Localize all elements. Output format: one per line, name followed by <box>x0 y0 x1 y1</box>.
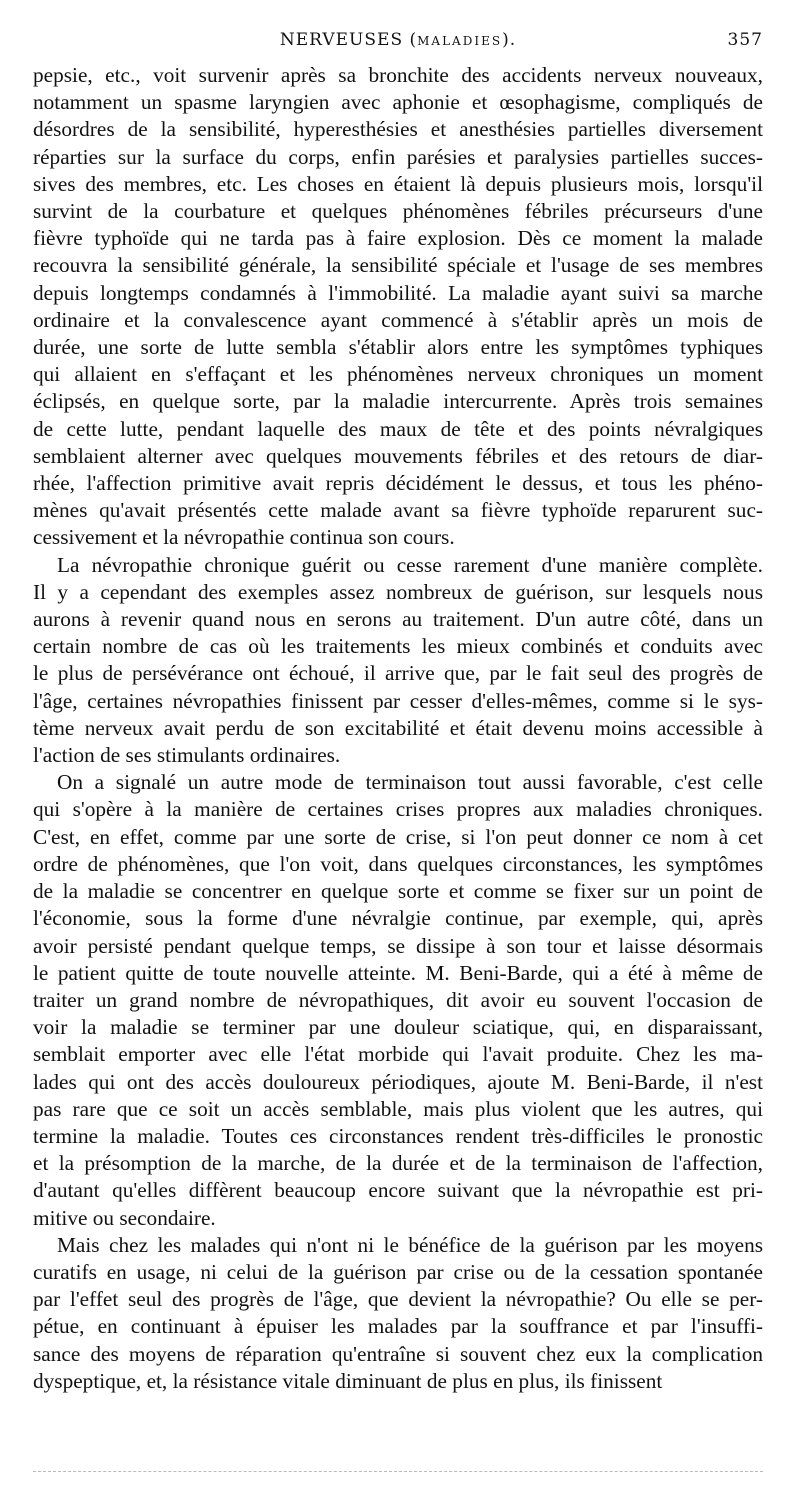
text-line: de la maladie se concentrer en quelque sorte et comme se fixer sur un point de <box>33 879 763 904</box>
text-line: voir la maladie se terminer par une douleur sciatique, qui, en disparaissant, <box>33 1015 763 1040</box>
running-header <box>33 30 763 56</box>
text-line: La névropathie chronique guérit ou cesse rarement d'une manière complète. <box>57 552 763 577</box>
text-line: pepsie, etc., voit survenir après sa bronchite des accidents nerveux nouveaux, <box>33 63 763 87</box>
text-line: ordinaire et la convalescence ayant commencé à s'établir après un mois de <box>33 307 763 332</box>
text-line: l'âge, certaines névropathies finissent par cesser d'elles-mêmes, comme si le sys- <box>33 688 763 713</box>
text-line: certain nombre de cas où les traitements les mieux combinés et conduits avec <box>33 634 763 659</box>
text-line: éclipsés, en quelque sorte, par la maladie intercurrente. Après trois semaines <box>33 389 763 414</box>
paragraph <box>33 62 763 552</box>
text-line: mènes qu'avait présentés cette malade avant sa fièvre typhoïde reparurent suc- <box>33 498 763 523</box>
text-line: tème nerveux avait perdu de son excitabilité et était devenu moins accessible à <box>33 715 763 740</box>
text-line: depuis longtemps condamnés à l'immobilité. La maladie ayant suivi sa marche <box>33 280 763 305</box>
text-line: lades qui ont des accès douloureux périodiques, ajoute M. Beni-Barde, il n'est <box>33 1069 763 1094</box>
text-line: cessivement et la névropathie continua son cours. <box>33 525 455 550</box>
paragraph <box>33 1232 763 1395</box>
text-line: C'est, en effet, comme par une sorte de crise, si l'on peut donner ce nom à cet <box>33 824 763 849</box>
text-line: ordre de phénomènes, que l'on voit, dans quelques circonstances, les symptômes <box>33 851 763 876</box>
text-line: aurons à revenir quand nous en serons au traitement. D'un autre côté, dans un <box>33 607 763 632</box>
text-line: survint de la courbature et quelques phénomènes fébriles précurseurs d'une <box>33 199 763 224</box>
running-title <box>33 30 763 50</box>
text-line: avoir persisté pendant quelque temps, se dissipe à son tour et laisse désormais <box>33 933 763 958</box>
running-title-end: ). <box>502 30 517 50</box>
paragraph <box>33 552 763 770</box>
text-line: notamment un spasme laryngien avec aphonie et œsophagisme, compliqués de <box>33 90 763 115</box>
text-line: dyspeptique, et, la résistance vitale diminuant de plus en plus, ils finissent <box>33 1368 663 1393</box>
text-line: semblait emporter avec elle l'état morbide qui l'avait produite. Chez les ma- <box>33 1042 763 1067</box>
text-line: curatifs en usage, ni celui de la guérison par crise ou de la cessation spontanée <box>33 1259 763 1284</box>
page-number: 357 <box>727 30 763 50</box>
body-text <box>33 62 763 1395</box>
text-line: durée, une sorte de lutte sembla s'établir alors entre les symptômes typhiques <box>33 335 763 360</box>
text-line: rhée, l'affection primitive avait repris décidément le dessus, et tous les phéno- <box>33 471 763 496</box>
text-line: fièvre typhoïde qui ne tarda pas à faire explosion. Dès ce moment la malade <box>33 226 763 251</box>
text-line: l'économie, sous la forme d'une névralgie continue, par exemple, qui, après <box>33 906 763 931</box>
text-line: qui allaient en s'effaçant et les phénomènes nerveux chroniques un moment <box>33 362 763 387</box>
text-line: réparties sur la surface du corps, enfin parésies et paralysies partielles succes- <box>33 144 763 169</box>
text-line: de cette lutte, pendant laquelle des maux de tête et des points névralgiques <box>33 416 763 441</box>
book-page <box>33 0 763 1511</box>
text-line: pétue, en continuant à épuiser les malades par la souffrance et par l'insuffi- <box>33 1314 763 1339</box>
running-title-small-caps: MALADIES <box>417 34 503 48</box>
text-line: mitive ou secondaire. <box>33 1205 216 1230</box>
text-line: Il y a cependant des exemples assez nombreux de guérison, sur lesquels nous <box>33 579 763 604</box>
text-line: traiter un grand nombre de névropathiques, dit avoir eu souvent l'occasion de <box>33 987 763 1012</box>
bottom-rule <box>33 1471 763 1476</box>
text-line: sance des moyens de réparation qu'entraîne si souvent chez eux la complication <box>33 1341 763 1366</box>
text-line: semblaient alterner avec quelques mouvements fébriles et des retours de diar- <box>33 443 763 468</box>
text-line: qui s'opère à la manière de certaines crises propres aux maladies chroniques. <box>33 797 763 822</box>
text-line: l'action de ses stimulants ordinaires. <box>33 743 341 768</box>
running-title-main: NERVEUSES ( <box>279 30 418 50</box>
text-line: termine la maladie. Toutes ces circonstances rendent très-difficiles le pronostic <box>33 1123 763 1148</box>
text-line: par l'effet seul des progrès de l'âge, que devient la névropathie? Ou elle se per- <box>33 1287 763 1312</box>
text-line: le patient quitte de toute nouvelle atteinte. M. Beni-Barde, qui a été à même de <box>33 960 763 985</box>
text-line: d'autant qu'elles diffèrent beaucoup encore suivant que la névropathie est pri- <box>33 1178 763 1203</box>
text-line: recouvra la sensibilité générale, la sensibilité spéciale et l'usage de ses membres <box>33 253 763 278</box>
text-line: le plus de persévérance ont échoué, il arrive que, par le fait seul des progrès de <box>33 661 763 686</box>
text-line: sives des membres, etc. Les choses en étaient là depuis plusieurs mois, lorsqu'il <box>33 171 763 196</box>
text-line: Mais chez les malades qui n'ont ni le bénéfice de la guérison par les moyens <box>57 1232 763 1257</box>
paragraph <box>33 769 763 1231</box>
text-line: désordres de la sensibilité, hyperesthésies et anesthésies partielles diversement <box>33 117 763 142</box>
text-line: On a signalé un autre mode de terminaison tout aussi favorable, c'est celle <box>57 770 763 795</box>
text-line: et la présomption de la marche, de la durée et de la terminaison de l'affection, <box>33 1151 763 1176</box>
text-line: pas rare que ce soit un accès semblable, mais plus violent que les autres, qui <box>33 1096 763 1121</box>
